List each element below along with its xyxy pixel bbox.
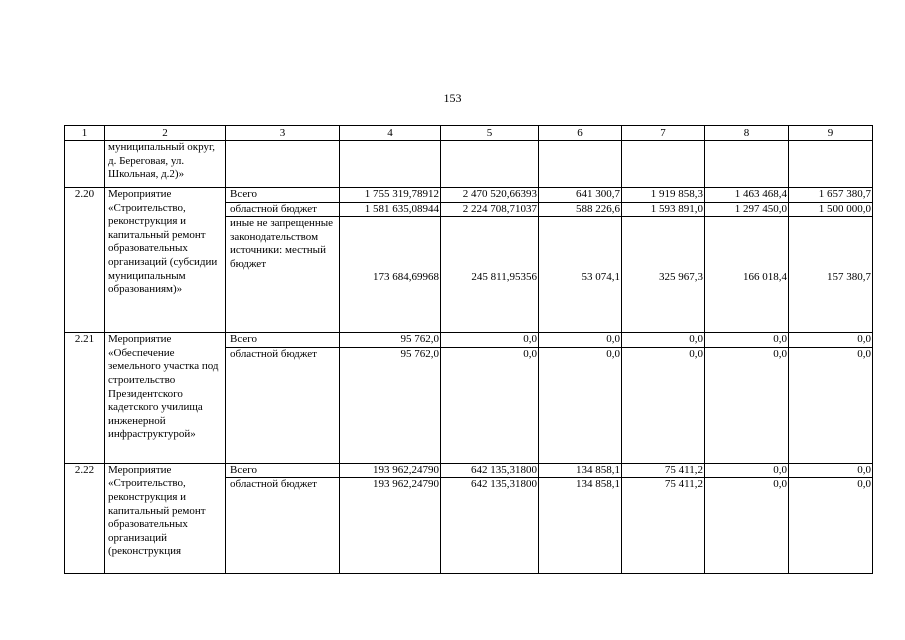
source-label: Всего <box>226 333 340 348</box>
value-cell: 0,0 <box>705 478 789 574</box>
value-cell: 75 411,2 <box>622 478 705 574</box>
value-cell: 193 962,24790 <box>340 463 441 478</box>
row-name: Мероприятие «Обеспечение земельного участка под строительство Президентского кадетского училища инженерной инфраструктурой» <box>105 333 226 464</box>
row-code: 2.20 <box>65 188 105 333</box>
row-code: 2.22 <box>65 463 105 574</box>
value-cell: 588 226,6 <box>539 202 622 217</box>
value-cell: 1 581 635,08944 <box>340 202 441 217</box>
value-cell: 245 811,95356 <box>441 217 539 333</box>
value-cell: 0,0 <box>441 347 539 463</box>
value-cell: 0,0 <box>789 333 873 348</box>
column-header: 7 <box>622 126 705 141</box>
value-cell: 0,0 <box>705 463 789 478</box>
column-header: 2 <box>105 126 226 141</box>
value-cell: 0,0 <box>789 347 873 463</box>
table-row <box>65 141 873 188</box>
row-name: Мероприятие «Строительство, реконструкция и капитальный ремонт образовательных организаций (реконструкция <box>105 463 226 574</box>
value-cell: 642 135,31800 <box>441 478 539 574</box>
value-cell: 2 224 708,71037 <box>441 202 539 217</box>
row-code: 2.21 <box>65 333 105 464</box>
page-number: 153 <box>443 91 462 105</box>
column-header: 4 <box>340 126 441 141</box>
row-name: муниципальный округ, д. Береговая, ул. Школьная, д.2)» <box>105 141 226 188</box>
value-cell: 134 858,1 <box>539 463 622 478</box>
row-code <box>65 141 105 188</box>
table-row <box>65 188 873 203</box>
value-cell: 95 762,0 <box>340 347 441 463</box>
value-cell: 75 411,2 <box>622 463 705 478</box>
value-cell: 325 967,3 <box>622 217 705 333</box>
value-cell: 0,0 <box>789 478 873 574</box>
value-cell: 641 300,7 <box>539 188 622 203</box>
column-header: 6 <box>539 126 622 141</box>
value-cell: 193 962,24790 <box>340 478 441 574</box>
table-row <box>65 463 873 478</box>
value-cell: 2 470 520,66393 <box>441 188 539 203</box>
source-label: областной бюджет <box>226 202 340 217</box>
value-cell: 1 919 858,3 <box>622 188 705 203</box>
value-cell: 0,0 <box>622 347 705 463</box>
value-cell: 642 135,31800 <box>441 463 539 478</box>
value-cell: 166 018,4 <box>705 217 789 333</box>
value-cell: 53 074,1 <box>539 217 622 333</box>
source-label: иные не запрещенные законодательством источники: местный бюджет <box>226 217 340 333</box>
column-header: 1 <box>65 126 105 141</box>
column-number-row <box>65 126 873 141</box>
budget-table <box>64 125 873 574</box>
source-label: областной бюджет <box>226 478 340 574</box>
value-cell: 0,0 <box>622 333 705 348</box>
table-row <box>65 333 873 348</box>
value-cell: 134 858,1 <box>539 478 622 574</box>
value-cell: 1 593 891,0 <box>622 202 705 217</box>
column-header: 9 <box>789 126 873 141</box>
value-cell: 157 380,7 <box>789 217 873 333</box>
value-cell: 1 755 319,78912 <box>340 188 441 203</box>
source-label: Всего <box>226 188 340 203</box>
column-header: 8 <box>705 126 789 141</box>
value-cell: 0,0 <box>705 347 789 463</box>
value-cell: 1 463 468,4 <box>705 188 789 203</box>
value-cell: 95 762,0 <box>340 333 441 348</box>
value-cell: 0,0 <box>441 333 539 348</box>
value-cell: 0,0 <box>789 463 873 478</box>
source-label: областной бюджет <box>226 347 340 463</box>
value-cell: 1 500 000,0 <box>789 202 873 217</box>
value-cell: 1 657 380,7 <box>789 188 873 203</box>
source-label: Всего <box>226 463 340 478</box>
value-cell: 1 297 450,0 <box>705 202 789 217</box>
column-header: 5 <box>441 126 539 141</box>
row-name: Мероприятие «Строительство, реконструкция и капитальный ремонт образовательных организаций (субсидии муниципальным образованиям)» <box>105 188 226 333</box>
value-cell: 173 684,69968 <box>340 217 441 333</box>
value-cell: 0,0 <box>539 333 622 348</box>
value-cell: 0,0 <box>539 347 622 463</box>
column-header: 3 <box>226 126 340 141</box>
value-cell: 0,0 <box>705 333 789 348</box>
